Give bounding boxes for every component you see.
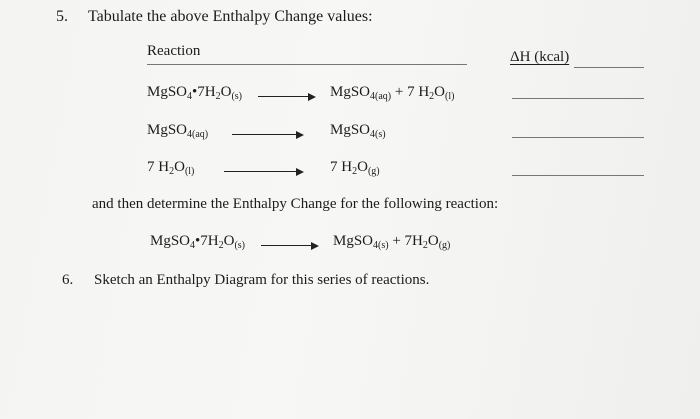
header-reaction: Reaction	[147, 43, 201, 59]
header-dh-rule	[574, 67, 644, 68]
question-6-prompt: Sketch an Enthalpy Diagram for this series of reactions.	[94, 272, 430, 288]
question-number-5: 5.	[56, 8, 68, 25]
overall-reaction-left: $MgSO_4•7H_2O_{(s)}$	[150, 233, 246, 251]
reaction-2-left: MgSO$_{4(aq)}$	[147, 122, 209, 140]
reaction-1-answer-blank[interactable]	[512, 98, 644, 99]
header-rule	[147, 64, 467, 65]
followup-text: and then determine the Enthalpy Change for the following reaction:	[92, 196, 499, 212]
reaction-1-arrow	[258, 96, 314, 97]
reaction-3-answer-blank[interactable]	[512, 175, 644, 176]
reaction-2-answer-blank[interactable]	[512, 137, 644, 138]
reaction-3-left: 7 $H_2O_{(l)}$	[147, 159, 195, 177]
reaction-2-right: MgSO$_{4(s)}$	[330, 122, 386, 140]
reaction-2-arrow	[232, 134, 302, 135]
reaction-3-right: 7 $H_2O_{(g)}$	[330, 159, 380, 177]
header-delta-h: ΔH (kcal)	[510, 49, 570, 65]
reaction-1-left: $MgSO_4•7H_2O_{(s)}$	[147, 84, 243, 102]
overall-reaction-right: MgSO$_{4(s)}$ + $7H_2O_{(g)}$	[333, 233, 451, 251]
question-5-prompt: Tabulate the above Enthalpy Change values:	[88, 8, 373, 25]
overall-reaction-arrow	[261, 245, 317, 246]
reaction-1-right: MgSO$_{4(aq)}$ + 7 $H_2O_{(l)}$	[330, 84, 455, 102]
question-number-6: 6.	[62, 272, 74, 288]
reaction-3-arrow	[224, 171, 302, 172]
